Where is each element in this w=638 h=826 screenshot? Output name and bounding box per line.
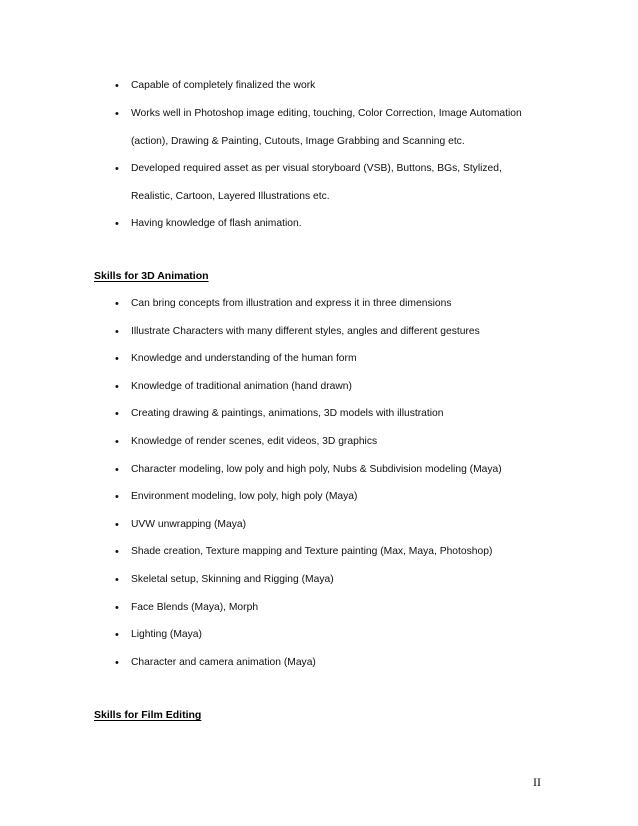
- bullet-icon: •: [115, 657, 119, 669]
- bullet-icon: •: [115, 436, 119, 448]
- bullet-icon: •: [115, 491, 119, 503]
- section-heading-film-editing: Skills for Film Editing: [94, 709, 202, 721]
- list-item-text: Environment modeling, low poly, high poly (Maya): [131, 491, 358, 502]
- list-item-text-continued: (action), Drawing & Painting, Cutouts, Image Grabbing and Scanning etc.: [131, 135, 465, 147]
- list-item-text: Developed required asset as per visual storyboard (VSB), Buttons, BGs, Stylized,: [131, 163, 502, 174]
- list-item-text: Works well in Photoshop image editing, touching, Color Correction, Image Automation: [131, 108, 522, 119]
- list-item-text: Illustrate Characters with many different styles, angles and different gestures: [131, 326, 480, 337]
- list-item-text: Knowledge of traditional animation (hand drawn): [131, 381, 352, 392]
- list-item-text: UVW unwrapping (Maya): [131, 519, 247, 530]
- list-item-text: Having knowledge of flash animation.: [131, 218, 302, 229]
- list-item-text: Knowledge and understanding of the human form: [131, 353, 357, 364]
- bullet-icon: •: [115, 574, 119, 586]
- list-item-text: Lighting (Maya): [131, 629, 202, 640]
- list-item-text: Face Blends (Maya), Morph: [131, 602, 259, 613]
- bullet-icon: •: [115, 464, 119, 476]
- list-item-text: Character modeling, low poly and high poly, Nubs & Subdivision modeling (Maya): [131, 464, 502, 475]
- list-item-text: Character and camera animation (Maya): [131, 657, 316, 668]
- list-item-text: Shade creation, Texture mapping and Texture painting (Max, Maya, Photoshop): [131, 546, 493, 557]
- bullet-icon: •: [115, 218, 119, 230]
- bullet-icon: •: [115, 326, 119, 338]
- bullet-icon: •: [115, 298, 119, 310]
- bullet-icon: •: [115, 108, 119, 120]
- list-item-text: Knowledge of render scenes, edit videos, 3D graphics: [131, 436, 378, 447]
- list-item-text: Creating drawing & paintings, animations, 3D models with illustration: [131, 408, 444, 419]
- bullet-icon: •: [115, 353, 119, 365]
- bullet-icon: •: [115, 381, 119, 393]
- bullet-icon: •: [115, 163, 119, 175]
- list-item-text-continued: Realistic, Cartoon, Layered Illustrations etc.: [131, 190, 330, 202]
- list-item-text: Skeletal setup, Skinning and Rigging (Maya): [131, 574, 334, 585]
- section-heading-3d-animation: Skills for 3D Animation: [94, 270, 209, 282]
- bullet-icon: •: [115, 546, 119, 558]
- list-item-text: Can bring concepts from illustration and express it in three dimensions: [131, 298, 452, 309]
- bullet-icon: •: [115, 629, 119, 641]
- list-item-text: Capable of completely finalized the work: [131, 80, 316, 91]
- bullet-icon: •: [115, 519, 119, 531]
- bullet-icon: •: [115, 602, 119, 614]
- bullet-icon: •: [115, 408, 119, 420]
- bullet-icon: •: [115, 80, 119, 92]
- page-number: II: [533, 775, 541, 789]
